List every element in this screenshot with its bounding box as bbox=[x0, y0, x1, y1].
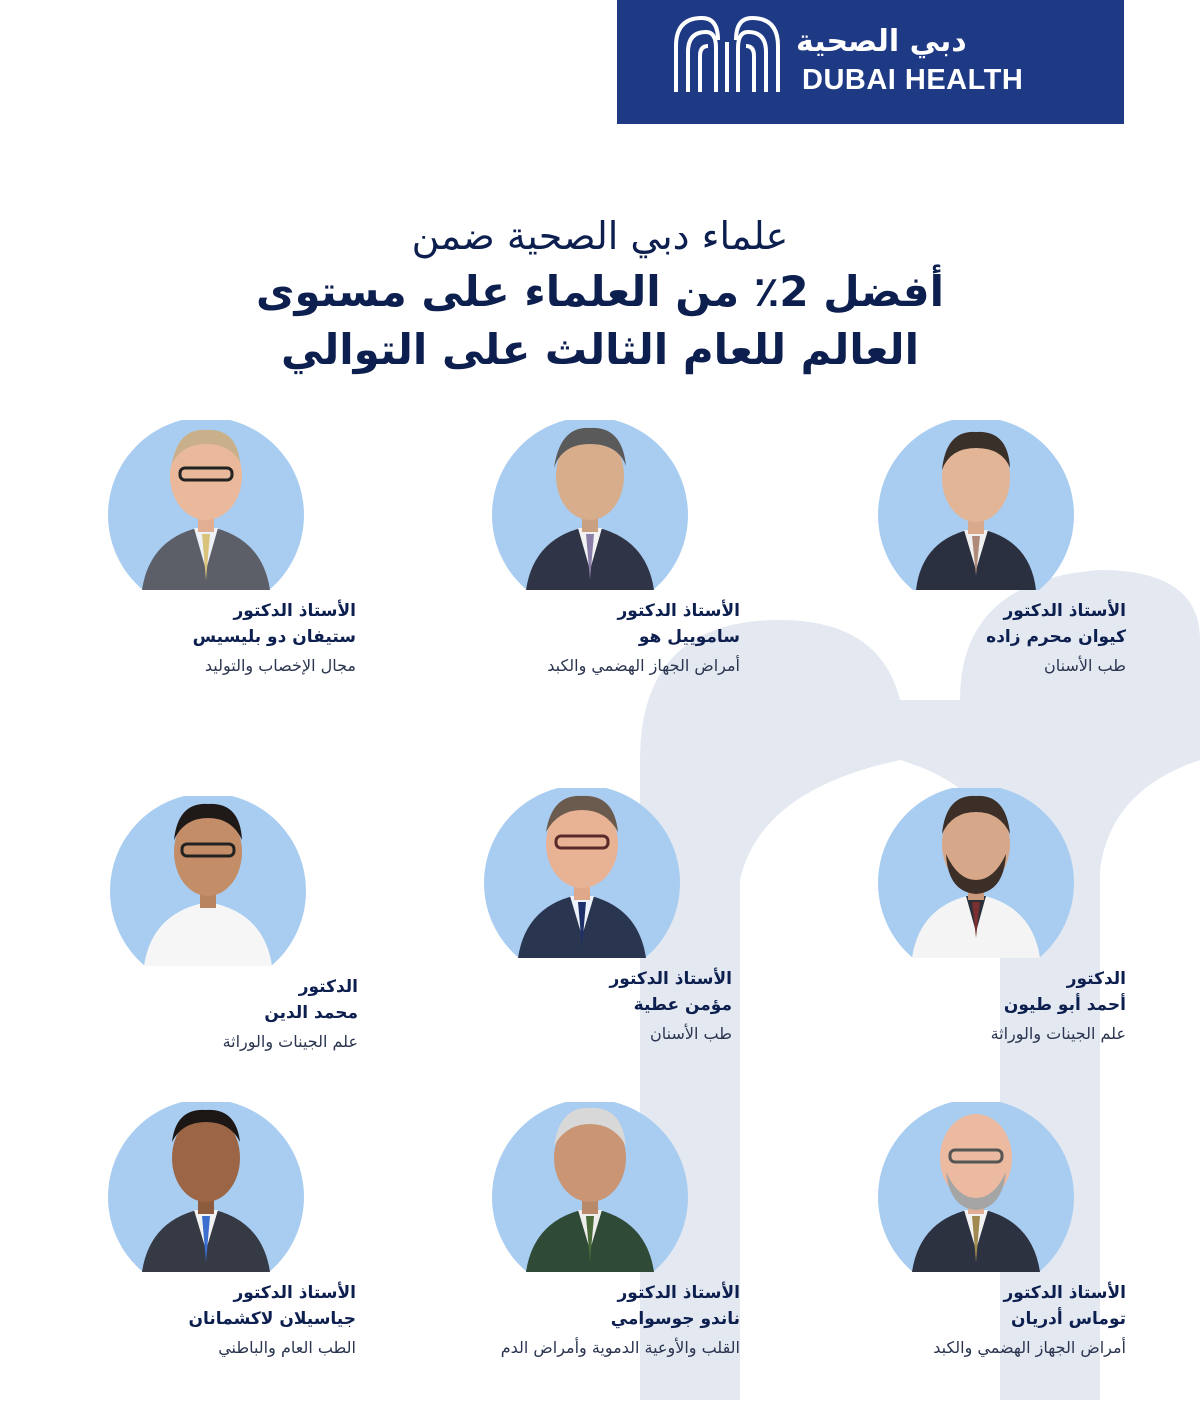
scientist-title: الدكتور bbox=[1066, 969, 1126, 989]
scientist-name: محمد الدين bbox=[264, 1003, 358, 1023]
scientist-name: ساموييل هو bbox=[638, 627, 740, 647]
logo-english-text: DUBAI HEALTH bbox=[802, 64, 1024, 96]
scientist-specialty: طب الأسنان bbox=[650, 1024, 732, 1043]
scientist-name: ناندو جوسوامي bbox=[610, 1309, 740, 1329]
scientist-card bbox=[56, 420, 356, 720]
portrait-photo bbox=[876, 420, 1076, 590]
scientist-title: الأستاذ الدكتور bbox=[1003, 601, 1126, 621]
scientist-card bbox=[826, 1102, 1126, 1402]
page-headline bbox=[100, 208, 1100, 380]
scientist-title: الأستاذ الدكتور bbox=[233, 601, 356, 621]
scientist-title: الدكتور bbox=[298, 977, 358, 997]
scientist-specialty: علم الجينات والوراثة bbox=[990, 1024, 1126, 1043]
headline-line-2: أفضل 2٪ من العلماء على مستوى bbox=[255, 267, 945, 316]
scientist-specialty: علم الجينات والوراثة bbox=[222, 1032, 358, 1051]
scientist-specialty: القلب والأوعية الدموية وأمراض الدم bbox=[500, 1338, 740, 1357]
scientist-info bbox=[58, 974, 358, 1054]
scientist-specialty: مجال الإخصاب والتوليد bbox=[204, 656, 356, 675]
scientist-name: ستيفان دو بليسيس bbox=[192, 627, 356, 647]
logo-arabic-text: دبي الصحية bbox=[796, 24, 967, 59]
scientist-info bbox=[432, 966, 732, 1046]
scientist-card bbox=[56, 1102, 356, 1402]
scientist-name: جياسيلان لاكشمانان bbox=[188, 1309, 356, 1329]
headline-line-1: علماء دبي الصحية ضمن bbox=[411, 214, 789, 258]
dubai-health-arches-icon bbox=[672, 12, 782, 94]
portrait-photo bbox=[106, 420, 306, 590]
scientist-info bbox=[826, 966, 1126, 1046]
headline-line-3: العالم للعام الثالث على التوالي bbox=[281, 325, 919, 374]
scientist-info bbox=[440, 598, 740, 678]
scientist-card bbox=[440, 1102, 740, 1402]
scientist-specialty: أمراض الجهاز الهضمي والكبد bbox=[547, 656, 740, 675]
scientist-specialty: طب الأسنان bbox=[1044, 656, 1126, 675]
scientist-name: أحمد أبو طيون bbox=[1003, 995, 1126, 1015]
scientist-title: الأستاذ الدكتور bbox=[1003, 1283, 1126, 1303]
scientist-title: الأستاذ الدكتور bbox=[609, 969, 732, 989]
scientist-card bbox=[826, 788, 1126, 1088]
scientist-specialty: أمراض الجهاز الهضمي والكبد bbox=[933, 1338, 1126, 1357]
scientist-title: الأستاذ الدكتور bbox=[617, 1283, 740, 1303]
portrait-photo bbox=[876, 788, 1076, 958]
scientist-title: الأستاذ الدكتور bbox=[233, 1283, 356, 1303]
scientist-card bbox=[58, 796, 358, 1096]
portrait-photo bbox=[876, 1102, 1076, 1272]
portrait-photo bbox=[108, 796, 308, 966]
portrait-photo bbox=[490, 1102, 690, 1272]
scientist-info bbox=[56, 598, 356, 678]
scientist-name: مؤمن عطية bbox=[633, 995, 732, 1015]
scientist-info bbox=[826, 598, 1126, 678]
scientist-info bbox=[826, 1280, 1126, 1360]
scientist-info bbox=[440, 1280, 740, 1360]
portrait-photo bbox=[482, 788, 682, 958]
scientist-card bbox=[440, 420, 740, 720]
scientist-name: كيوان محرم زاده bbox=[986, 627, 1126, 647]
portrait-photo bbox=[490, 420, 690, 590]
portrait-photo bbox=[106, 1102, 306, 1272]
scientist-info bbox=[56, 1280, 356, 1360]
scientist-card bbox=[432, 788, 732, 1088]
scientist-card bbox=[826, 420, 1126, 720]
scientist-name: توماس أدريان bbox=[1011, 1309, 1126, 1329]
scientist-title: الأستاذ الدكتور bbox=[617, 601, 740, 621]
scientist-specialty: الطب العام والباطني bbox=[218, 1338, 356, 1357]
